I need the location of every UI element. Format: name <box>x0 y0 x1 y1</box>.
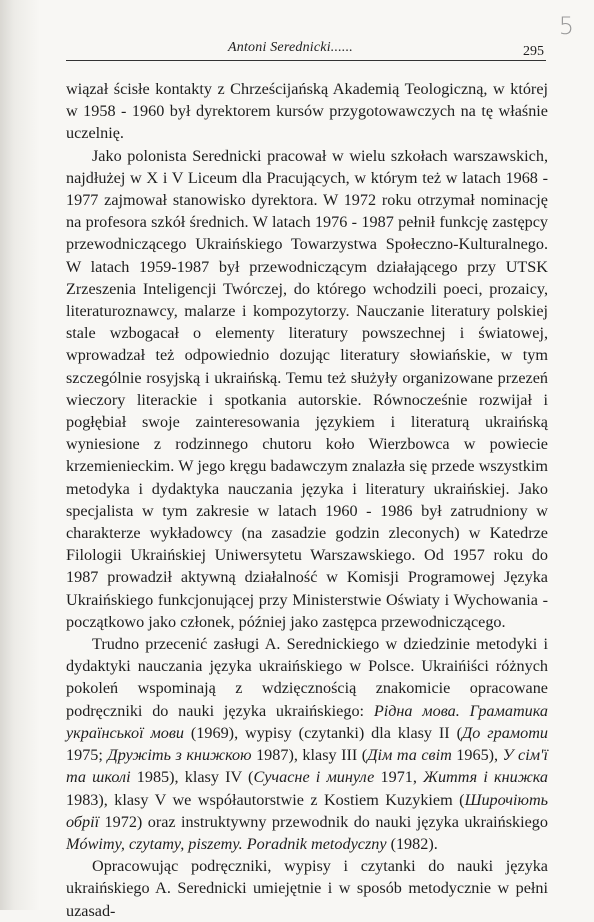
running-head <box>66 38 546 61</box>
paragraph <box>66 78 548 145</box>
italic-title: Широчіють обрії <box>66 790 548 831</box>
italic-title: Дружіть з книжкою <box>107 746 252 765</box>
text-run: Trudno przecenić zasługi A. Serednickiego w dziedzinie metodyki i dydaktyki nauczania języka ukraińskiego w Polsce. Ukraińiści różnych pokoleń wspominają z wdzięcznością znakomicie opracowane podręczniki do nauki języka ukraińskiego: <box>66 635 548 720</box>
italic-title: Життя і книжка <box>423 768 549 787</box>
text-run: 1985), klasy IV ( <box>130 768 254 787</box>
text-run: 1971, <box>374 768 424 787</box>
body-text <box>66 78 548 922</box>
text-run: 1983), klasy V we współautorstwie z Kostiem Kuzykiem ( <box>66 790 465 809</box>
text-run: 1987), klasy III ( <box>251 746 368 765</box>
italic-title: Mówimy, czytamy, piszemy. Poradnik metodyczny <box>66 834 387 853</box>
pencil-page-mark: 5 <box>558 12 574 40</box>
italic-title: Сучасне і минуле <box>253 768 375 787</box>
page-number: 295 <box>523 44 544 59</box>
paragraph <box>66 855 548 922</box>
text-run: 1965), <box>451 746 503 765</box>
text-run: wiązał ścisłe kontakty z Chrześcijańską Akademią Teologiczną, w której w 1958 - 1960 był dyrektorem kursów przygotowawczych na tę właśnie uczelnię. <box>66 80 548 143</box>
italic-title: У сім'ї та школі <box>66 746 549 787</box>
text-run: 1972) oraz instruktywny przewodnik do nauki języka ukraińskiego <box>99 812 548 831</box>
paragraph <box>66 145 548 633</box>
text-run: Opracowując podręczniki, wypisy i czytanki do nauki języka ukraińskiego A. Serednicki umiejętnie i w sposób metodycznie w pełni uzasad- <box>66 857 548 920</box>
italic-title: Дім та світ <box>367 746 452 765</box>
text-run: (1969), wypisy (czytanki) dla klasy II ( <box>184 723 462 742</box>
text-run: 1975; <box>66 746 108 765</box>
italic-title: Рідна мова. Граматика української мови <box>66 701 548 742</box>
text-run: (1982). <box>386 834 438 853</box>
text-run: Jako polonista Serednicki pracował w wielu szkołach warszawskich, najdłużej w X i V Liceum dla Pracujących, w którym też w latach 1968 - 1977 zajmował stanowisko dyrektora. W 1972 roku otrzymał nominację na profesora szkół średnich. W latach 1976 - 1987 pełnił funkcję zastępcy przewodniczącego Ukraińskiego Towarzystwa Społeczno-Kulturalnego. W latach 1959-1987 był przewodniczącym działającego przy UTSK Zrzeszenia Inteligencji Twórczej, do którego wchodzili poeci, prozaicy, literaturoznawcy, malarze i kompozytorzy. Nauczanie literatury polskiej stale wzbogacał o elementy literatury powszechnej i światowej, wprowadzał też odpowiednio dozując literatury słowiańskie, w tym szczególnie rosyjską i ukraińską. Temu też służyły organizowane przezeń wieczory literackie i spotkania autorskie. Równocześnie rozwijał i pogłębiał swoje zainteresowania językiem i literaturą ukraińską wyniesione z rodzinnego chutoru koło Wierzbowca w powiecie krzemienieckim. W jego kręgu badawczym znalazła się przede wszystkim metodyka i dydaktyka nauczania języka i literatury ukraińskiej. Jako specjalista w tym zakresie w latach 1960 - 1986 był zatrudniony w charakterze wykładowcy (na zasadzie godzin zleconych) w Katedrze Filologii Ukraińskiej Uniwersytetu Warszawskiego. Od 1957 roku do 1987 prowadził aktywną działalność w Komisji Programowej Języka Ukraińskiego funkcjonującej przy Ministerstwie Oświaty i Wychowania - początkowo jako członek, później jako zastępca przewodniczącego. <box>66 146 548 631</box>
italic-title: До грамоти <box>462 723 548 742</box>
paragraph <box>66 633 548 855</box>
running-title: Antoni Serednicki...... <box>228 40 353 55</box>
